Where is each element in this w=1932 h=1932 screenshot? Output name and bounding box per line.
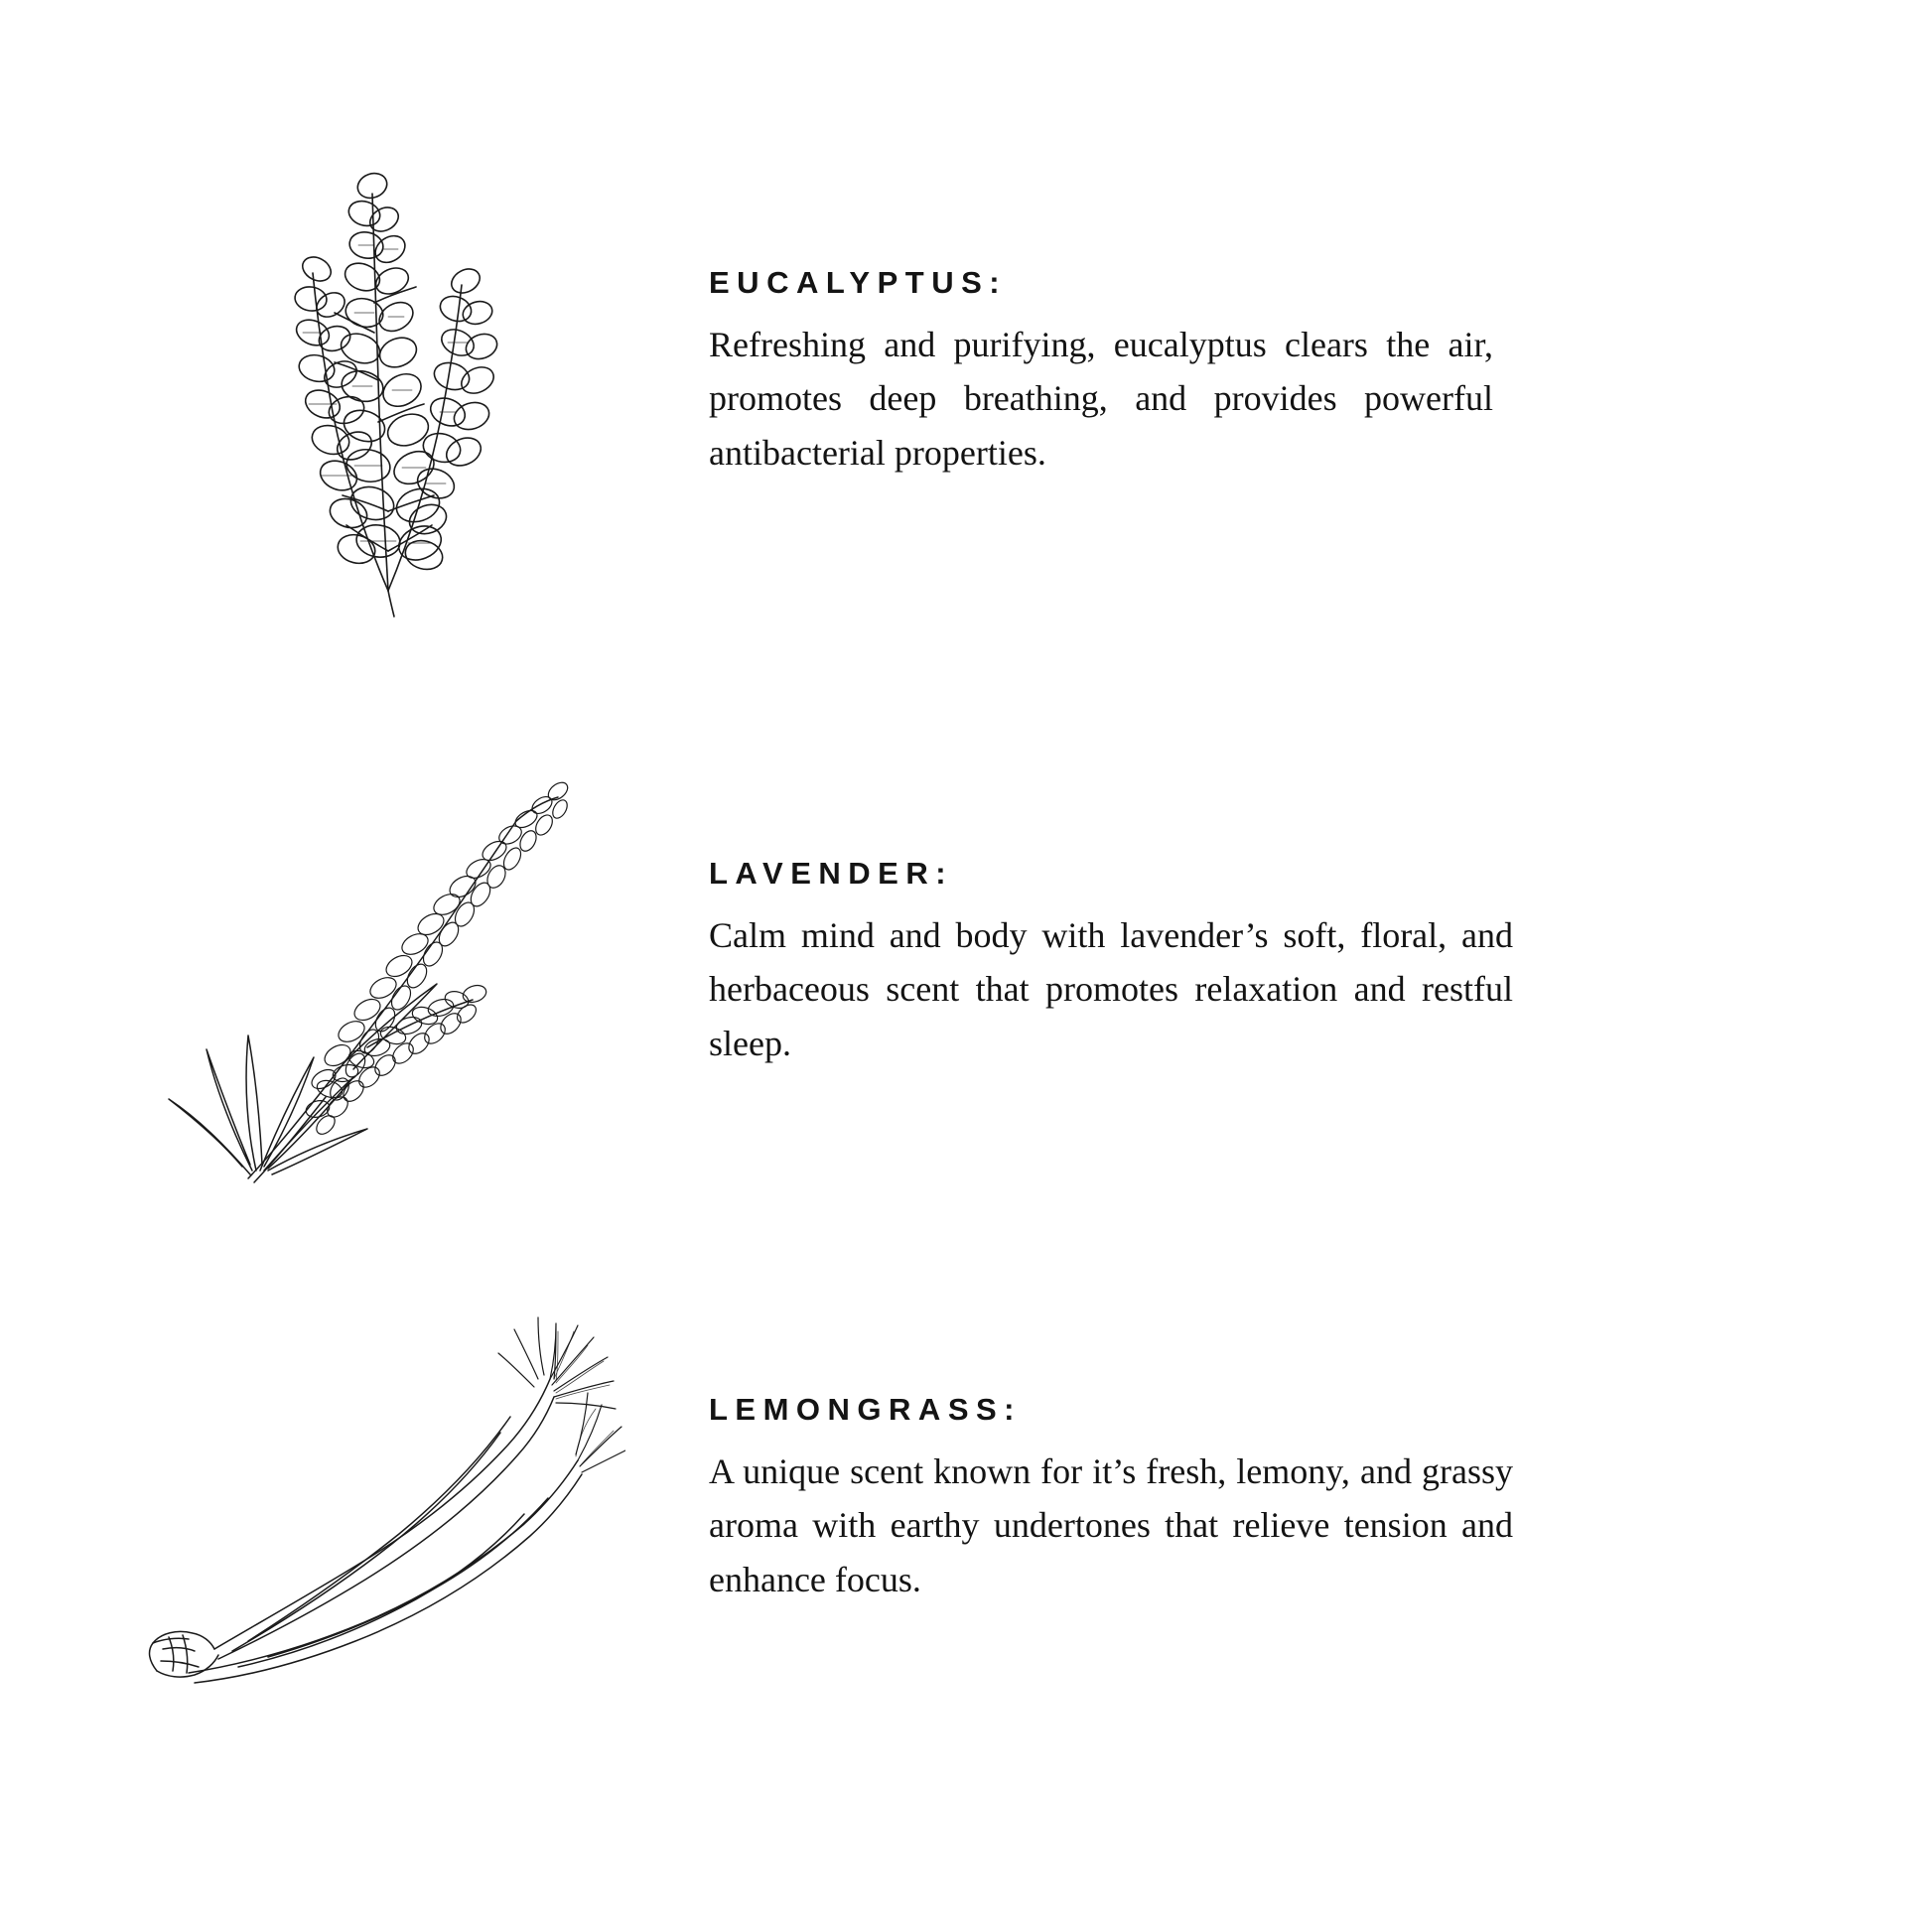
lavender-illustration: [99, 730, 655, 1196]
ingredient-copy: [655, 264, 1787, 480]
ingredient-description: Calm mind and body with lavender’s soft, floral, and herbaceous scent that promotes relaxation and restful sleep.: [709, 914, 1513, 1063]
ingredient-description: A unique scent known for it’s fresh, lemony, and grassy aroma with earthy undertones that relieve tension and enhance focus.: [709, 1450, 1513, 1599]
ingredient-description: Refreshing and purifying, eucalyptus clears the air, promotes deep breathing, and provides powerful antibacterial properties.: [709, 324, 1493, 473]
ingredient-title: LAVENDER:: [709, 856, 954, 892]
ingredient-copy: [655, 855, 1787, 1070]
ingredient-row: [99, 89, 1787, 655]
lemongrass-illustration: [99, 1276, 655, 1723]
ingredient-row: [99, 695, 1787, 1231]
ingredient-row: [99, 1241, 1787, 1757]
ingredient-copy: [655, 1391, 1787, 1606]
eucalyptus-sprig-icon: [213, 124, 541, 621]
ingredient-title: EUCALYPTUS:: [709, 265, 1008, 301]
lemongrass-stalks-icon: [129, 1276, 625, 1723]
eucalyptus-illustration: [99, 124, 655, 621]
lavender-sprig-icon: [129, 730, 625, 1196]
ingredient-title: LEMONGRASS:: [709, 1392, 1022, 1428]
